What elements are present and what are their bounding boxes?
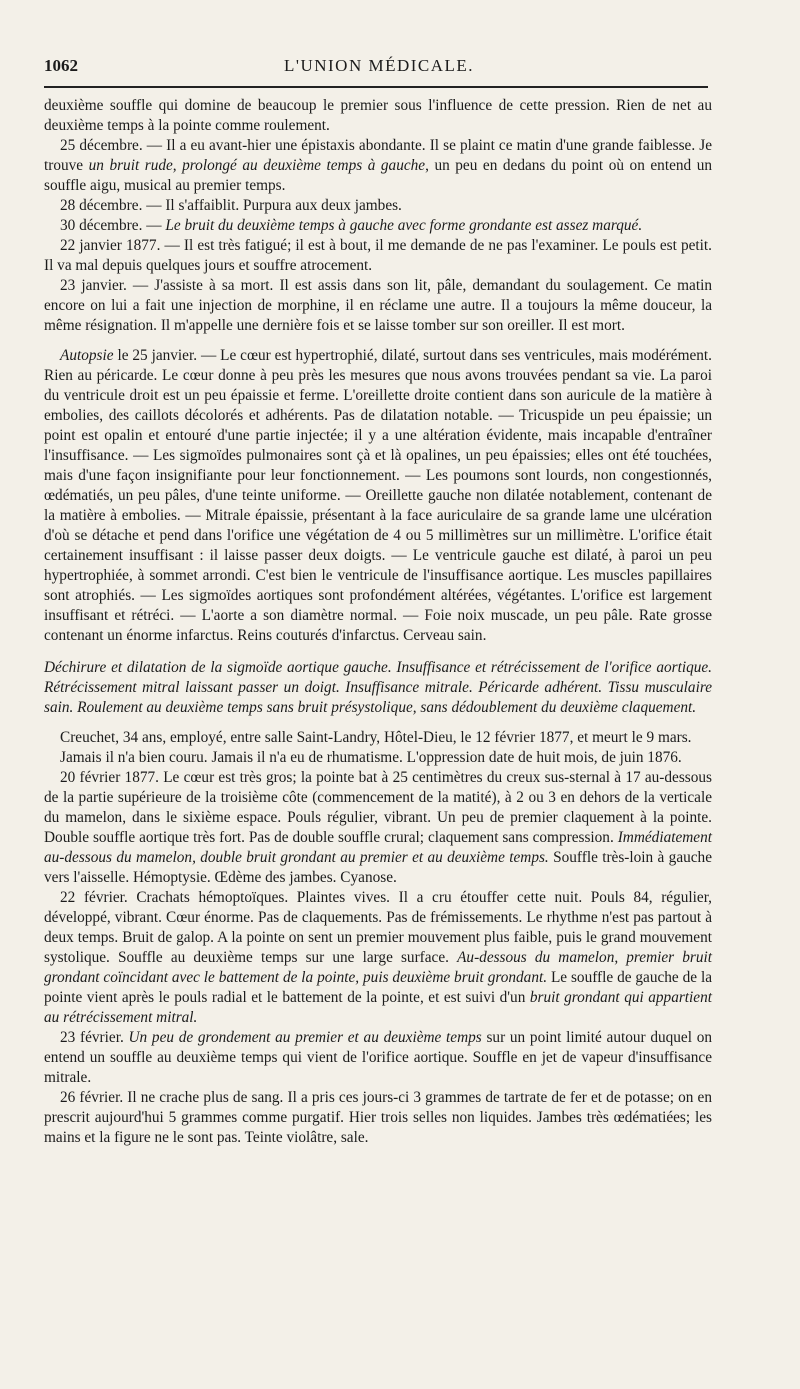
paragraph: 22 février. Crachats hémoptoïques. Plaintes vives. Il a cru étouffer cette nuit. Pouls 84, régulier, développé, vibrant. Cœur énorme. Pas de claquements. Pas de frémissements. Le rhythme n'est pas partout à deux temps. Bruit de galop. A la pointe on sent un premier mouvement plus faible, puis le grand mouvement systolique. Souffle au deuxième temps sur une large surface. Au-dessous du mamelon, premier bruit grondant coïncidant avec le battement de la pointe, puis deuxième bruit grondant. Le souffle de gauche de la pointe vient après le pouls radial et le battement de la pointe, et est suivi d'un bruit grondant qui appartient au rétrécissement mitral.	[44, 889, 712, 1026]
paragraph: Jamais il n'a bien couru. Jamais il n'a eu de rhumatisme. L'oppression date de huit mois, de juin 1876.	[60, 749, 682, 766]
case-summary: Déchirure et dilatation de la sigmoïde aortique gauche. Insuffisance et rétrécissement de l'orifice aortique. Rétrécissement mitral laissant passer un doigt. Insuffisance mitrale. Péricarde adhérent. Tissu musculaire sain. Roulement au deuxième temps sans bruit présystolique, sans dédoublement du deuxième claquement.	[44, 659, 712, 716]
paragraph: deuxième souffle qui domine de beaucoup le premier sous l'influence de cette pression. Rien de net au deuxième temps à la pointe comme roulement.	[44, 97, 712, 134]
article-body	[44, 96, 712, 1148]
journal-title: L'UNION MÉDICALE.	[284, 56, 475, 75]
paragraph: Autopsie le 25 janvier. — Le cœur est hypertrophié, dilaté, surtout dans ses ventricules, mais modérément. Rien au péricarde. Le cœur donne à peu près les mesures que nous avons trouvées pendant sa vie. La paroi du ventricule droit est un peu épaissie et ferme. L'oreillette droite contient dans son auricule de la matière à embolies, des caillots décolorés et adhérents. Pas de dilatation notable. — Tricuspide un peu épaissie; un point est opalin et entouré d'une partie injectée; il y a une altération évidente, mais incapable d'entraîner l'insuffisance. — Les sigmoïdes pulmonaires sont çà et là opalines, un peu épaissies; elles ont été touchées, mais d'une façon insignifiante pour leur fonctionnement. — Les poumons sont lourds, non congestionnés, œdématiés, un peu pâles, d'une teinte uniforme. — Oreillette gauche non dilatée notablement, contenant de la matière à embolies. — Mitrale épaissie, présentant à la face auriculaire de sa grande lame une ulcération d'où se détache et pend dans l'orifice une végétation de 4 ou 5 millimètres sur un millimètre. L'orifice était certainement insuffisant : il laisse passer deux doigts. — Le ventricule gauche est dilaté, à paroi un peu hypertrophiée, à sommet arrondi. C'est bien le ventricule de l'insuffisance aortique. Les muscles papillaires sont atrophiés. — Les sigmoïdes aortiques sont profondément altérées, végétantes. L'orifice est largement insuffisant et rétréci. — L'aorte a son diamètre normal. — Foie noix muscade, un peu pâle. Rate grosse contenant un énorme infarctus. Reins couturés d'infarctus. Cerveau sain.	[44, 347, 712, 644]
paragraph: Creuchet, 34 ans, employé, entre salle Saint-Landry, Hôtel-Dieu, le 12 février 1877, et meurt le 9 mars.	[60, 729, 692, 746]
paragraph: 25 décembre. — Il a eu avant-hier une épistaxis abondante. Il se plaint ce matin d'une grande faiblesse. Je trouve un bruit rude, prolongé au deuxième temps à gauche, un peu en dedans du point où on entend un souffle aigu, musical au premier temps.	[44, 137, 712, 194]
paragraph: 23 février. Un peu de grondement au premier et au deuxième temps sur un point limité autour duquel on entend un souffle au deuxième temps qui vient de l'orifice aortique. Souffle en jet de vapeur d'insuffisance mitrale.	[44, 1029, 713, 1086]
paragraph: 20 février 1877. Le cœur est très gros; la pointe bat à 25 centimètres du creux sus-sternal à 17 au-dessous de la partie supérieure de la troisième côte (commencement de la matité), à 2 ou 3 en dehors de la verticale du mamelon, dans le sixième espace. Pouls régulier, vibrant. Un peu de premier claquement à la pointe. Double souffle aortique très fort. Pas de double souffle crural; claquement sans compression. Immédiatement au-dessous du mamelon, double bruit grondant au premier et au deuxième temps. Souffle très-loin à gauche vers l'aisselle. Hémoptysie. Œdème des jambes. Cyanose.	[44, 769, 712, 886]
running-header	[44, 56, 708, 88]
page-number: 1062	[44, 56, 78, 75]
paragraph: 22 janvier 1877. — Il est très fatigué; il est à bout, il me demande de ne pas l'examiner. Le pouls est petit. Il va mal depuis quelques jours et souffre atrocement.	[44, 237, 712, 274]
paragraph: 26 février. Il ne crache plus de sang. Il a pris ces jours-ci 3 grammes de tartrate de fer et de potasse; on en prescrit aujourd'hui 5 grammes comme purgatif. Hier trois selles non liquides. Jambes très œdématiées; les mains et la figure ne le sont pas. Teinte violâtre, sale.	[44, 1089, 712, 1146]
paragraph: 30 décembre. — Le bruit du deuxième temps à gauche avec forme grondante est assez marqué.	[60, 217, 643, 234]
paragraph: 23 janvier. — J'assiste à sa mort. Il est assis dans son lit, pâle, demandant du soulagement. Ce matin encore on lui a fait une injection de morphine, il en réclame une autre. Il a toujours la même douceur, la même résignation. Il m'appelle une dernière fois et se laisse tomber sur son oreiller. Il est mort.	[44, 277, 712, 334]
paragraph: 28 décembre. — Il s'affaiblit. Purpura aux deux jambes.	[60, 197, 402, 214]
